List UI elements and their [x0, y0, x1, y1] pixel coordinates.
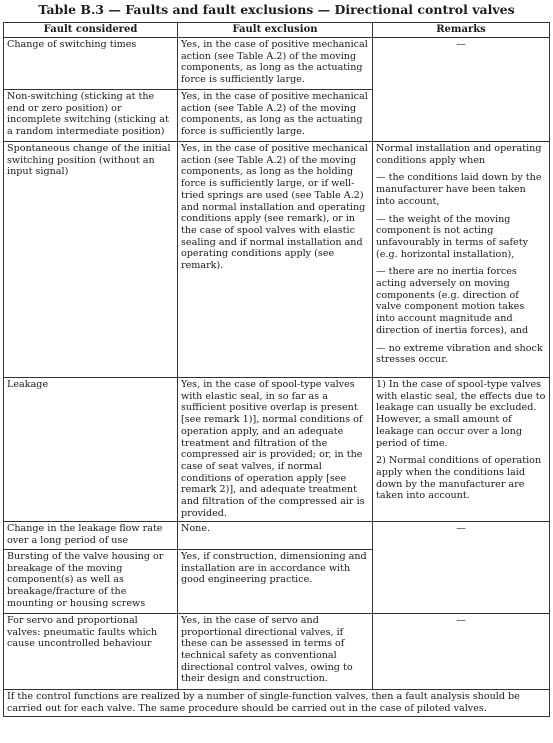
fault-cell: Spontaneous change of the initial switching position (without an input signal): [4, 142, 178, 378]
remarks-cell: [373, 142, 550, 378]
remark-paragraph: — the weight of the moving component is not acting unfavourably in terms of safety (e.g. horizontal installation),: [376, 213, 528, 260]
fault-table: [3, 22, 550, 717]
footnote: If the control functions are realized by a number of single-function valves, then a fault analysis should be carried out for each valve. The same procedure should be carried out in the case of piloted valves.: [4, 689, 550, 716]
header-fault-considered: Fault considered: [4, 23, 178, 38]
remark-paragraph: — no extreme vibration and shock stresses occur.: [376, 342, 543, 366]
exclusion-cell: Yes, in the case of positive mechanical action (see Table A.2) of the moving components, as long as the actuating force is sufficiently large.: [178, 38, 373, 90]
table-row: [4, 522, 550, 549]
remarks-cell: —: [373, 522, 550, 613]
remark-paragraph: 2) Normal conditions of operation apply when the conditions laid down by the manufacturer are taken into account.: [376, 455, 542, 502]
remark-paragraph: Normal installation and operating conditions apply when: [376, 143, 542, 166]
exclusion-cell: Yes, in the case of positive mechanical action (see Table A.2) of the moving components, as long as the holding force is sufficiently large, or if well-tried springs are used (see Table A.2) and normal installation and operating conditions apply (see remark), or in the case of spool valves with elastic sealing and if normal installation and operating conditions apply (see remark).: [178, 142, 373, 378]
fault-cell: Non-switching (sticking at the end or zero position) or incomplete switching (sticking at a random intermediate position): [4, 90, 178, 142]
remarks-cell: [373, 378, 550, 522]
header-remarks: Remarks: [373, 23, 550, 38]
remark-paragraph: — the conditions laid down by the manufacturer have been taken into account,: [376, 172, 542, 207]
table-header-row: [4, 23, 550, 38]
table-row: [4, 142, 550, 378]
exclusion-cell: Yes, if construction, dimensioning and installation are in accordance with good engineering practice.: [178, 549, 373, 613]
fault-cell: Leakage: [4, 378, 178, 522]
table-footnote-row: [4, 689, 550, 716]
fault-cell: Change of switching times: [4, 38, 178, 90]
exclusion-cell: Yes, in the case of positive mechanical action (see Table A.2) of the moving components, as long as the actuating force is sufficiently large.: [178, 90, 373, 142]
table-row: [4, 613, 550, 689]
remarks-cell: —: [373, 613, 550, 689]
header-fault-exclusion: Fault exclusion: [178, 23, 373, 38]
fault-cell: Change in the leakage flow rate over a long period of use: [4, 522, 178, 549]
exclusion-cell: None.: [178, 522, 373, 549]
table-row: [4, 38, 550, 90]
remark-paragraph: — there are no inertia forces acting adversely on moving components (e.g. direction of valve component motion takes into account magnitude and direction of inertia forces), and: [376, 266, 529, 336]
table-title: Table B.3 — Faults and fault exclusions — Directional control valves: [38, 2, 515, 17]
fault-cell: Bursting of the valve housing or breakage of the moving component(s) as well as breakage/fracture of the mounting or housing screws: [4, 549, 178, 613]
fault-cell: For servo and proportional valves: pneumatic faults which cause uncontrolled behaviour: [4, 613, 178, 689]
remark-paragraph: 1) In the case of spool-type valves with elastic seal, the effects due to leakage can usually be excluded. However, a small amount of leakage can occur over a long period of time.: [376, 379, 546, 449]
remarks-cell: —: [373, 38, 550, 142]
exclusion-cell: Yes, in the case of servo and proportional directional valves, if these can be assessed in terms of technical safety as conventional directional control valves, owing to their design and construction.: [178, 613, 373, 689]
table-row: [4, 378, 550, 522]
exclusion-cell: Yes, in the case of spool-type valves with elastic seal, in so far as a sufficient positive overlap is present [see remark 1)], normal conditions of operation apply, and an adequate treatment and filtration of the compressed air is provided; or, in the case of seat valves, if normal conditions of operation apply [see remark 2)], and adequate treatment and filtration of the compressed air is provided.: [178, 378, 373, 522]
